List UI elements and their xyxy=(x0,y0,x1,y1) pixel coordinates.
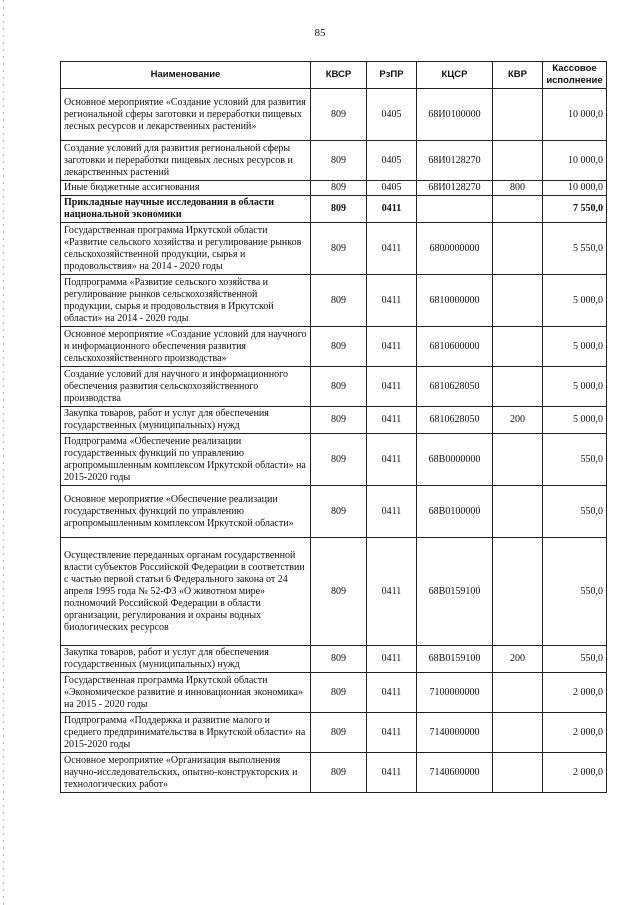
row-kcsr: 68И0128270 xyxy=(417,181,493,196)
row-kcsr: 6810600000 xyxy=(417,327,493,367)
row-kvsr: 809 xyxy=(311,196,367,223)
row-kvr xyxy=(493,275,543,327)
column-header-rzpr: РзПР xyxy=(367,62,417,89)
row-kvr: 200 xyxy=(493,407,543,434)
row-kvsr: 809 xyxy=(311,275,367,327)
row-kvr xyxy=(493,367,543,407)
row-rzpr: 0411 xyxy=(367,538,417,646)
row-amount: 550,0 xyxy=(543,434,607,486)
row-kcsr: 6810628050 xyxy=(417,367,493,407)
row-amount: 550,0 xyxy=(543,486,607,538)
row-kcsr: 68В0000000 xyxy=(417,434,493,486)
row-rzpr: 0411 xyxy=(367,367,417,407)
row-name: Основное мероприятие «Создание условий для развития региональной сферы заготовки и переработки пищевых лесных ресурсов и лекарственных растений» xyxy=(61,89,311,141)
row-kvsr: 809 xyxy=(311,327,367,367)
column-header-amount: Кассовое исполнение xyxy=(543,62,607,89)
row-amount: 10 000,0 xyxy=(543,141,607,181)
row-rzpr: 0411 xyxy=(367,713,417,753)
row-kvr: 800 xyxy=(493,181,543,196)
row-kvr xyxy=(493,89,543,141)
row-kcsr: 6810000000 xyxy=(417,275,493,327)
table-row xyxy=(61,753,607,793)
row-amount: 10 000,0 xyxy=(543,181,607,196)
budget-table xyxy=(60,61,607,793)
table-row xyxy=(61,407,607,434)
row-kvsr: 809 xyxy=(311,646,367,673)
table-row xyxy=(61,196,607,223)
row-name: Подпрограмма «Обеспечение реализации государственных функций по управлению агропромышленным комплексом Иркутской области» на 2015-2020 годы xyxy=(61,434,311,486)
row-kvr: 200 xyxy=(493,646,543,673)
row-name: Основное мероприятие «Обеспечение реализации государственных функций по управлению агропромышленным комплексом Иркутской области» xyxy=(61,486,311,538)
row-kcsr: 6800000000 xyxy=(417,223,493,275)
row-name: Иные бюджетные ассигнования xyxy=(61,181,311,196)
row-rzpr: 0411 xyxy=(367,434,417,486)
row-kvr xyxy=(493,223,543,275)
row-rzpr: 0411 xyxy=(367,327,417,367)
row-kvr xyxy=(493,486,543,538)
row-amount: 5 000,0 xyxy=(543,367,607,407)
row-kvsr: 809 xyxy=(311,434,367,486)
row-name: Создание условий для научного и информационного обеспечения развития сельскохозяйственного производства xyxy=(61,367,311,407)
column-header-kcsr: КЦСР xyxy=(417,62,493,89)
row-rzpr: 0405 xyxy=(367,141,417,181)
row-name: Подпрограмма «Поддержка и развитие малого и среднего предпринимательства в Иркутской области» на 2015-2020 годы xyxy=(61,713,311,753)
table-row xyxy=(61,181,607,196)
scan-margin-dots xyxy=(3,0,4,905)
table-row xyxy=(61,673,607,713)
row-kvr xyxy=(493,327,543,367)
row-name: Прикладные научные исследования в области национальной экономики xyxy=(61,196,311,223)
row-kvsr: 809 xyxy=(311,407,367,434)
row-kvr xyxy=(493,538,543,646)
row-amount: 5 550,0 xyxy=(543,223,607,275)
row-rzpr: 0411 xyxy=(367,223,417,275)
row-kvr xyxy=(493,713,543,753)
row-kvr xyxy=(493,753,543,793)
row-kvr xyxy=(493,141,543,181)
row-kcsr: 68И0100000 xyxy=(417,89,493,141)
table-row xyxy=(61,486,607,538)
row-name: Основное мероприятие «Организация выполнения научно-исследовательских, опытно-конструкторских и технологических работ» xyxy=(61,753,311,793)
row-kcsr: 7140000000 xyxy=(417,713,493,753)
table-row xyxy=(61,367,607,407)
row-name: Закупка товаров, работ и услуг для обеспечения государственных (муниципальных) нужд xyxy=(61,646,311,673)
row-kvsr: 809 xyxy=(311,673,367,713)
row-name: Государственная программа Иркутской области «Развитие сельского хозяйства и регулирование рынков сельскохозяйственной продукции, сырья и продовольствия» на 2014 - 2020 годы xyxy=(61,223,311,275)
row-kvsr: 809 xyxy=(311,753,367,793)
row-amount: 2 000,0 xyxy=(543,713,607,753)
row-kvsr: 809 xyxy=(311,223,367,275)
row-kcsr: 68В0100000 xyxy=(417,486,493,538)
row-amount: 7 550,0 xyxy=(543,196,607,223)
row-amount: 5 000,0 xyxy=(543,407,607,434)
row-rzpr: 0411 xyxy=(367,275,417,327)
table-header-row xyxy=(61,62,607,89)
row-kvsr: 809 xyxy=(311,486,367,538)
row-kvsr: 809 xyxy=(311,181,367,196)
row-kvsr: 809 xyxy=(311,713,367,753)
table-row xyxy=(61,89,607,141)
row-rzpr: 0405 xyxy=(367,89,417,141)
row-name: Государственная программа Иркутской области «Экономическое развитие и инновационная экономика» на 2015 - 2020 годы xyxy=(61,673,311,713)
table-row xyxy=(61,713,607,753)
row-kcsr: 68В0159100 xyxy=(417,646,493,673)
row-name: Осуществление переданных органам государственной власти субъектов Российской Федерации в соответствии с частью первой статьи 6 Федерального закона от 24 апреля 1995 года № 52-ФЗ «О животном мире» полномочий Российской Федерации в области организации, регулирования и охраны водных биологических ресурсов xyxy=(61,538,311,646)
table-row xyxy=(61,646,607,673)
row-amount: 2 000,0 xyxy=(543,753,607,793)
row-amount: 2 000,0 xyxy=(543,673,607,713)
row-kvsr: 809 xyxy=(311,141,367,181)
row-amount: 10 000,0 xyxy=(543,89,607,141)
row-rzpr: 0411 xyxy=(367,753,417,793)
row-amount: 5 000,0 xyxy=(543,327,607,367)
row-rzpr: 0411 xyxy=(367,673,417,713)
table-row xyxy=(61,275,607,327)
table-body xyxy=(61,89,607,793)
row-rzpr: 0411 xyxy=(367,646,417,673)
row-kvr xyxy=(493,196,543,223)
row-amount: 5 000,0 xyxy=(543,275,607,327)
row-rzpr: 0411 xyxy=(367,486,417,538)
table-row xyxy=(61,141,607,181)
row-kcsr: 68В0159100 xyxy=(417,538,493,646)
row-kcsr: 6810628050 xyxy=(417,407,493,434)
table-row xyxy=(61,223,607,275)
row-kvsr: 809 xyxy=(311,89,367,141)
row-name: Подпрограмма «Развитие сельского хозяйства и регулирование рынков сельскохозяйственной продукции, сырья и продовольствия в Иркутской области» на 2014 - 2020 годы xyxy=(61,275,311,327)
row-kcsr: 7100000000 xyxy=(417,673,493,713)
column-header-kvr: КВР xyxy=(493,62,543,89)
table-row xyxy=(61,327,607,367)
column-header-name: Наименование xyxy=(61,62,311,89)
page-number: 85 xyxy=(314,27,326,39)
row-kcsr: 68И0128270 xyxy=(417,141,493,181)
row-rzpr: 0405 xyxy=(367,181,417,196)
table-row xyxy=(61,538,607,646)
table-row xyxy=(61,434,607,486)
row-kcsr: 7140600000 xyxy=(417,753,493,793)
row-kvr xyxy=(493,434,543,486)
row-kcsr xyxy=(417,196,493,223)
row-name: Основное мероприятие «Создание условий для научного и информационного обеспечения развития сельскохозяйственного производства» xyxy=(61,327,311,367)
row-kvsr: 809 xyxy=(311,538,367,646)
row-name: Закупка товаров, работ и услуг для обеспечения государственных (муниципальных) нужд xyxy=(61,407,311,434)
row-kvsr: 809 xyxy=(311,367,367,407)
row-rzpr: 0411 xyxy=(367,407,417,434)
row-amount: 550,0 xyxy=(543,646,607,673)
row-name: Создание условий для развития региональной сферы заготовки и переработки пищевых лесных ресурсов и лекарственных растений xyxy=(61,141,311,181)
row-amount: 550,0 xyxy=(543,538,607,646)
row-kvr xyxy=(493,673,543,713)
column-header-kvsr: КВСР xyxy=(311,62,367,89)
row-rzpr: 0411 xyxy=(367,196,417,223)
